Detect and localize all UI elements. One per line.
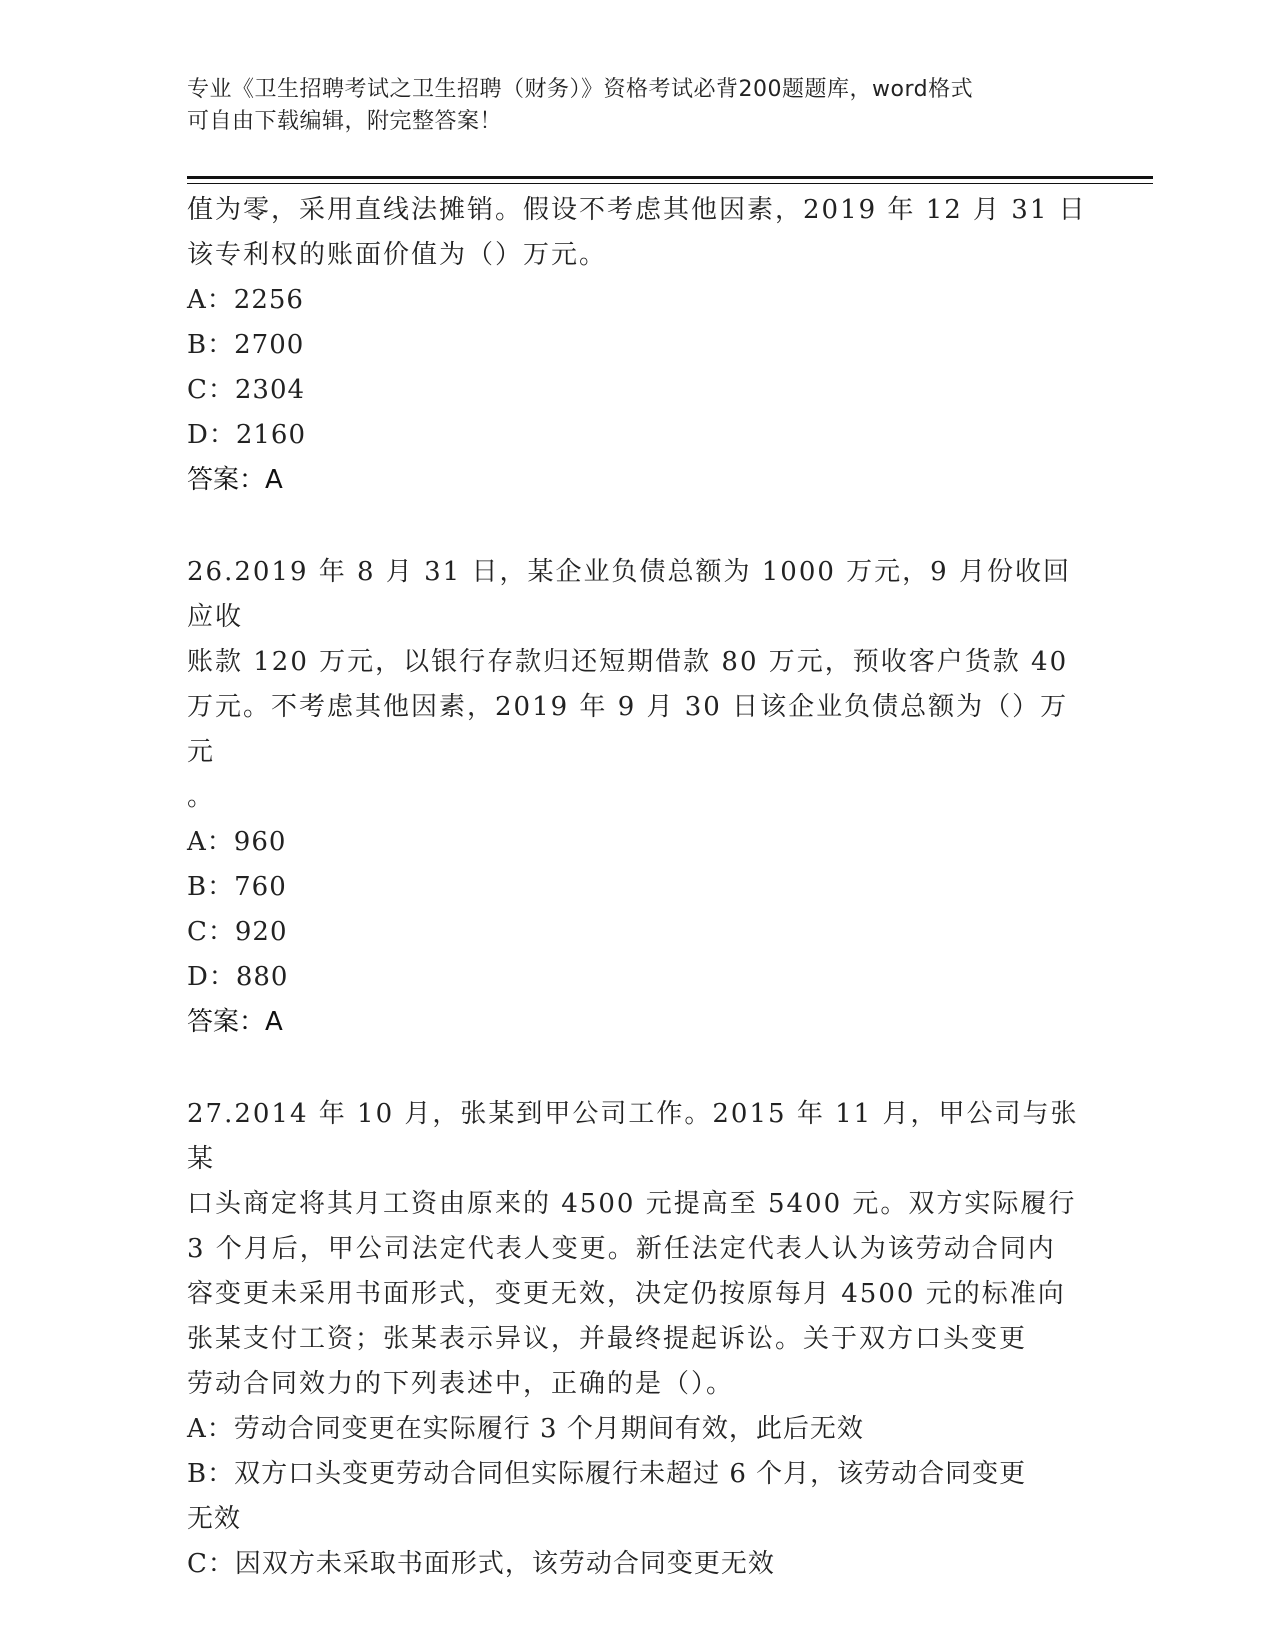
answer-line: 答案：A: [187, 1007, 283, 1037]
option-d: D：2160: [187, 420, 307, 450]
page-header: [187, 74, 1067, 138]
option-c: C：2304: [187, 375, 306, 405]
option-c: C：920: [187, 917, 288, 947]
option-d: D：880: [187, 962, 289, 992]
header-divider-thick: [187, 176, 1153, 179]
option-a: A：2256: [187, 285, 304, 315]
option-c: C：因双方未采取书面形式，该劳动合同变更无效: [187, 1549, 775, 1579]
question-stem-line: 该专利权的账面价值为（）万元。: [187, 240, 608, 270]
question-stem-line: 万元。不考虑其他因素，2019 年 9 月 30 日该企业负债总额为（）万元: [187, 692, 1069, 767]
header-title-line2: 可自由下载编辑，附完整答案！: [187, 109, 503, 134]
question-stem-line: 张某支付工资；张某表示异议，并最终提起诉讼。关于双方口头变更: [187, 1324, 1028, 1354]
option-b-continued: 无效: [187, 1504, 242, 1534]
question-stem-line: 。: [187, 782, 216, 812]
question-stem-line: 27.2014 年 10 月，张某到甲公司工作。2015 年 11 月，甲公司与张某: [187, 1099, 1079, 1174]
option-a: A：960: [187, 827, 287, 857]
question-stem-line: 劳动合同效力的下列表述中，正确的是（）。: [187, 1369, 735, 1399]
question-stem-line: 容变更未采用书面形式，变更无效，决定仍按原每月 4500 元的标准向: [187, 1279, 1066, 1309]
question-27: [187, 1092, 1087, 1587]
question-25: [187, 188, 1087, 503]
option-b: B：760: [187, 872, 287, 902]
answer-line: 答案：A: [187, 465, 283, 495]
question-stem-line: 口头商定将其月工资由原来的 4500 元提高至 5400 元。双方实际履行: [187, 1189, 1077, 1219]
question-spacer: [187, 1045, 1087, 1092]
question-stem-line: 26.2019 年 8 月 31 日，某企业负债总额为 1000 万元，9 月份收回应收: [187, 557, 1071, 632]
question-spacer: [187, 503, 1087, 550]
header-divider-thin: [187, 183, 1153, 184]
option-a: A：劳动合同变更在实际履行 3 个月期间有效，此后无效: [187, 1414, 864, 1444]
option-b: B：2700: [187, 330, 305, 360]
question-stem-line: 账款 120 万元，以银行存款归还短期借款 80 万元，预收客户货款 40: [187, 647, 1069, 677]
header-title-line1: 专业《卫生招聘考试之卫生招聘（财务）》资格考试必背200题题库，word格式: [187, 77, 974, 102]
question-stem-line: 值为零，采用直线法摊销。假设不考虑其他因素，2019 年 12 月 31 日: [187, 195, 1087, 225]
option-b: B：双方口头变更劳动合同但实际履行未超过 6 个月，该劳动合同变更: [187, 1459, 1027, 1489]
document-body: [187, 188, 1087, 1587]
question-26: [187, 550, 1087, 1045]
question-stem-line: 3 个月后，甲公司法定代表人变更。新任法定代表人认为该劳动合同内: [187, 1234, 1056, 1264]
